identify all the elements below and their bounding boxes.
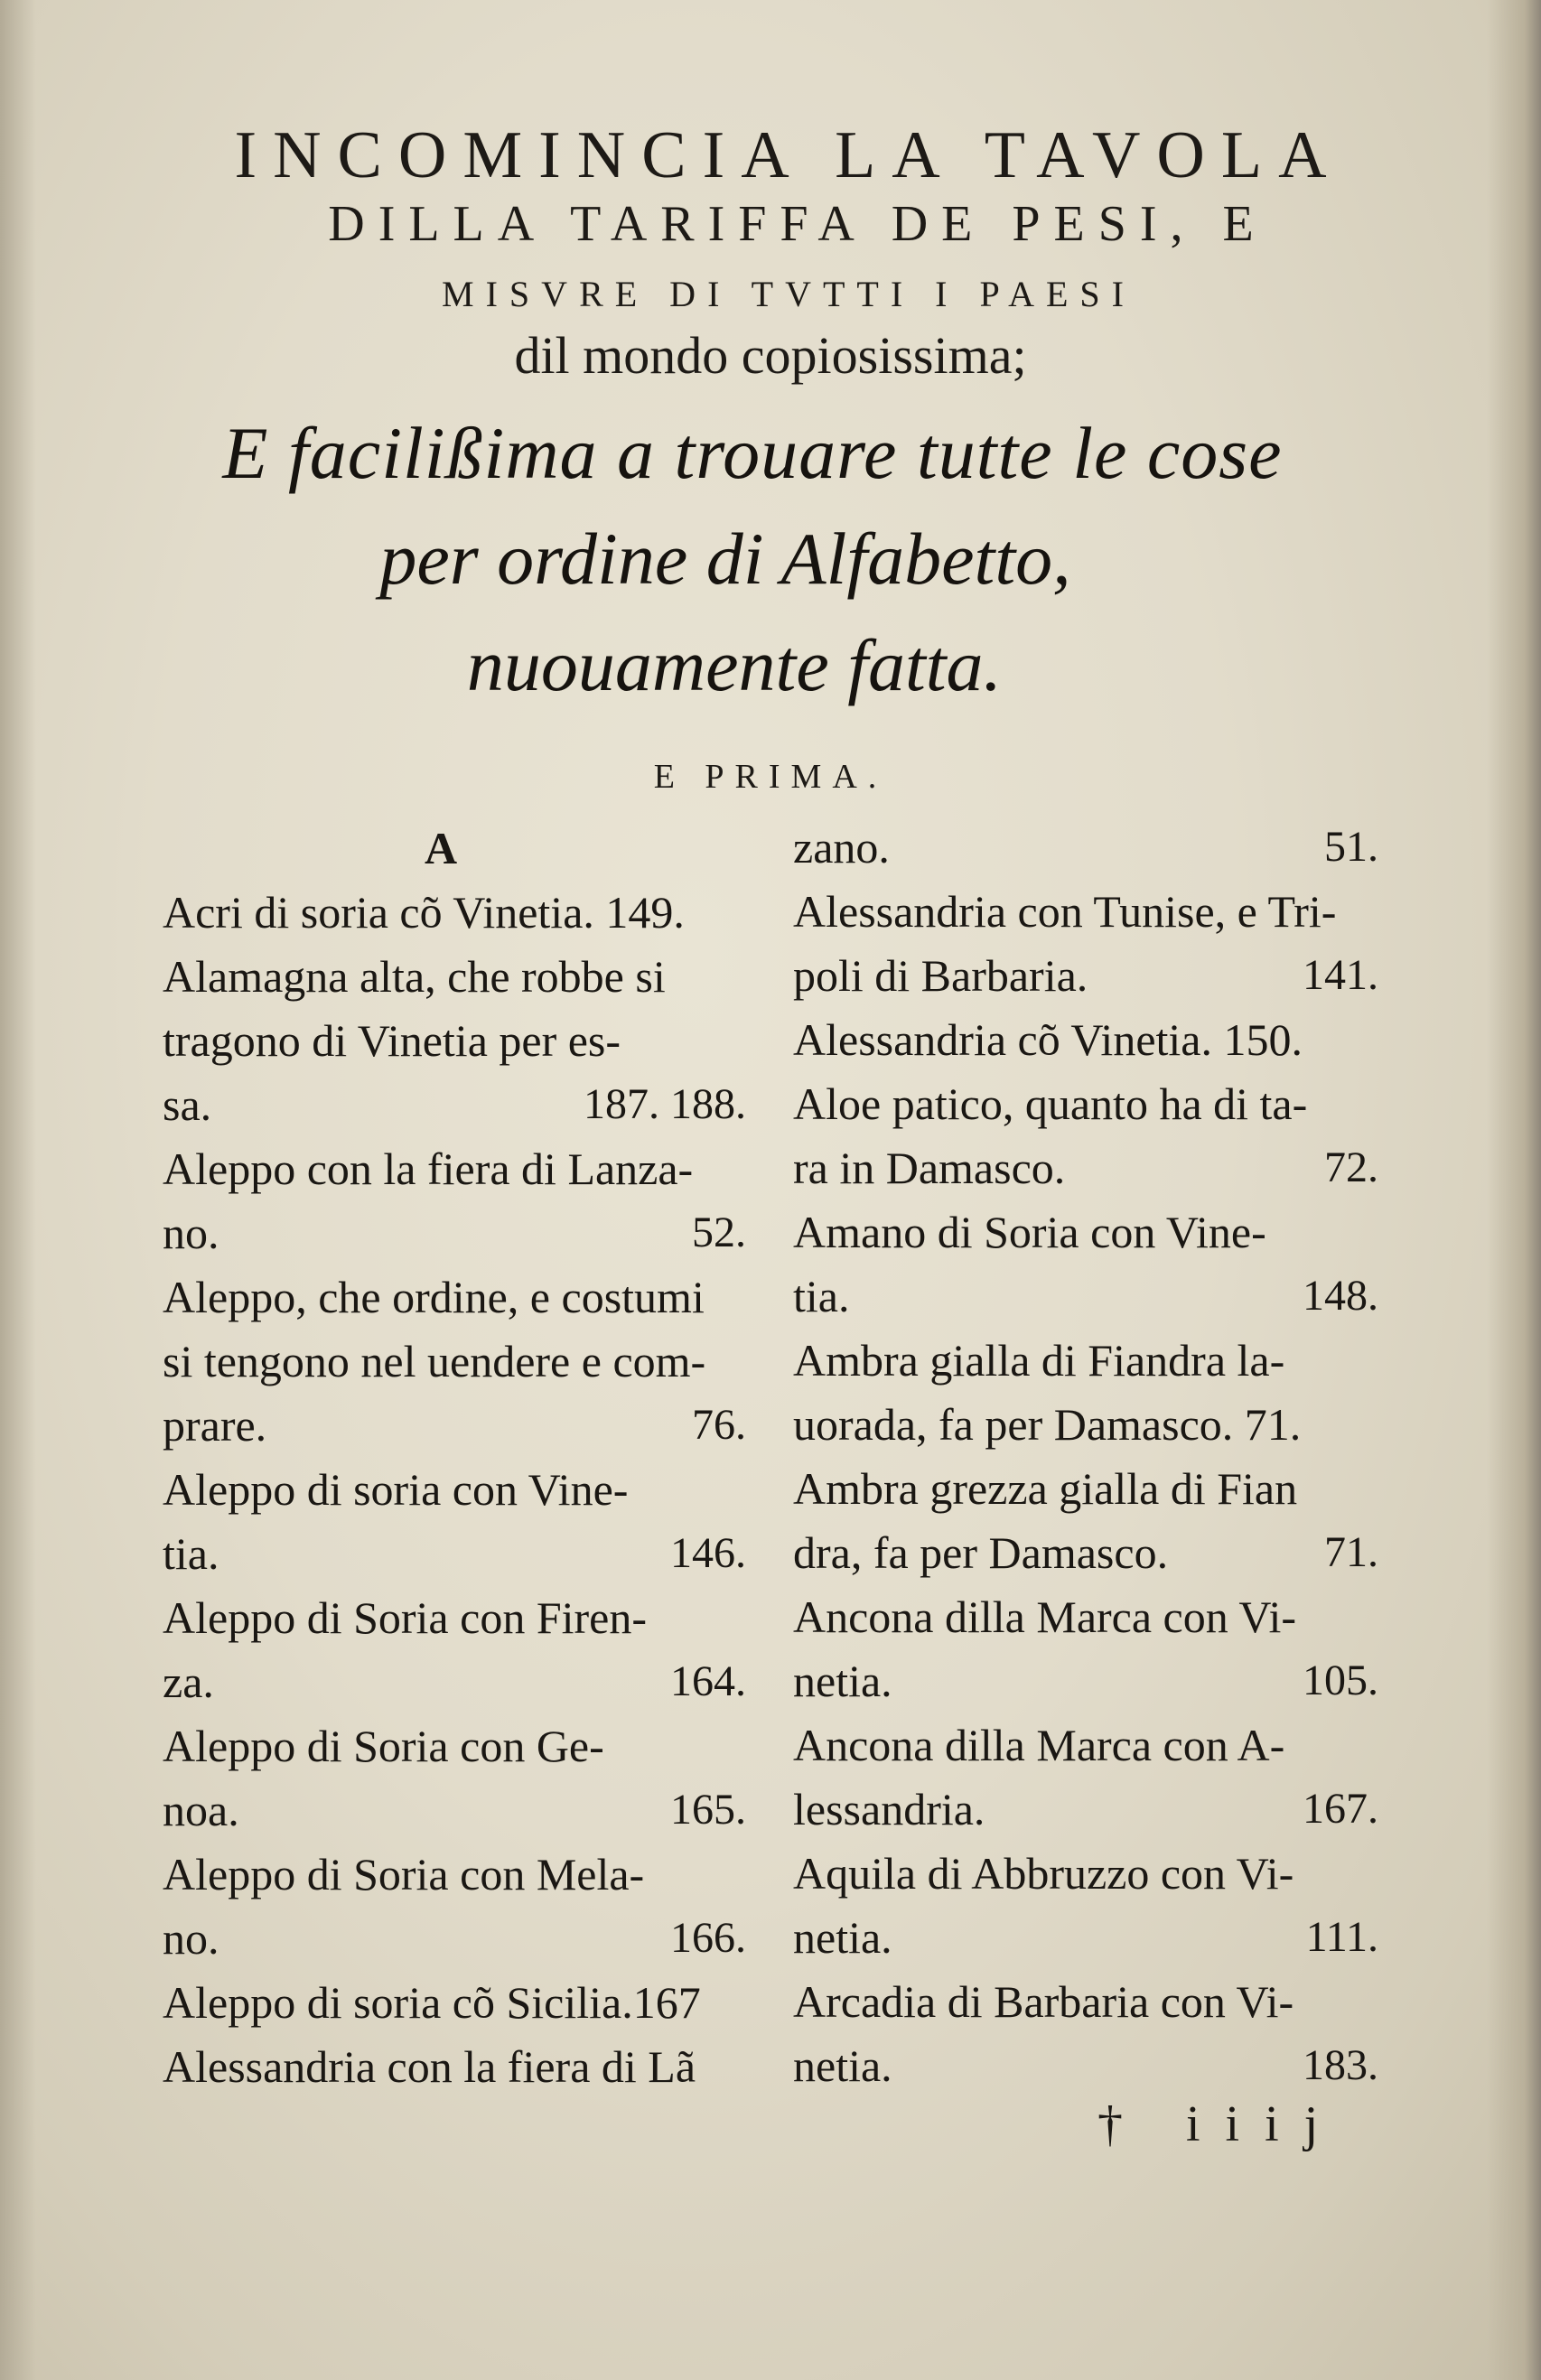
left-page-reference: 52. bbox=[692, 1209, 746, 1256]
left-entry: Alamagna alta, che robbe si bbox=[163, 951, 666, 1002]
right-entry: lessandria. bbox=[793, 1784, 985, 1834]
left-entry: Aleppo di Soria con Mela- bbox=[163, 1849, 645, 1899]
left-page-reference: 76. bbox=[692, 1401, 746, 1449]
right-entry: netia. bbox=[793, 1656, 892, 1706]
left-entry: no. bbox=[163, 1913, 219, 1964]
left-entry: Alessandria con la fiera di Lã bbox=[163, 2041, 696, 2092]
left-page-reference: 166. bbox=[670, 1914, 746, 1962]
right-entry: poli di Barbaria. bbox=[793, 950, 1088, 1001]
left-entry: tragono di Vinetia per es- bbox=[163, 1015, 621, 1066]
left-page-reference: 187. 188. bbox=[584, 1080, 746, 1128]
left-entry: za. bbox=[163, 1657, 214, 1707]
title-line-4: dil mondo copiosissima; bbox=[514, 326, 1027, 385]
left-page-reference: 165. bbox=[670, 1786, 746, 1834]
right-page-reference: 51. bbox=[1324, 823, 1378, 871]
right-entry: netia. bbox=[793, 1912, 892, 1963]
right-page-reference: 167. bbox=[1303, 1785, 1378, 1833]
right-entry: Aquila di Abbruzzo con Vi- bbox=[793, 1848, 1294, 1899]
right-entry: uorada, fa per Damasco. 71. bbox=[793, 1399, 1302, 1450]
right-entry: netia. bbox=[793, 2040, 892, 2091]
section-heading: E PRIMA. bbox=[653, 758, 888, 796]
right-page-reference: 141. bbox=[1303, 951, 1378, 999]
title-line-2: DILLA TARIFFA DE PESI, E bbox=[328, 196, 1267, 252]
letter-heading: A bbox=[425, 823, 458, 873]
right-page-reference: 105. bbox=[1303, 1657, 1378, 1704]
right-page-reference: 148. bbox=[1303, 1272, 1378, 1320]
right-entry: Alessandria cõ Vinetia. 150. bbox=[793, 1014, 1303, 1065]
left-entry: no. bbox=[163, 1208, 219, 1258]
left-entry: si tengono nel uendere e com- bbox=[163, 1336, 706, 1386]
title-line-1: INCOMINCIA LA TAVOLA bbox=[234, 118, 1343, 192]
right-entry: Ambra grezza gialla di Fian bbox=[793, 1463, 1298, 1514]
left-entry: Aleppo di Soria con Ge- bbox=[163, 1721, 604, 1771]
subtitle-line-1: E facilißima a trouare tutte le cose bbox=[222, 412, 1283, 494]
right-entry: Aloe patico, quanto ha di ta- bbox=[793, 1078, 1308, 1129]
left-entry: Aleppo, che ordine, e costumi bbox=[163, 1272, 705, 1322]
signature-mark: † iiij bbox=[1097, 2096, 1344, 2152]
left-entry: Aleppo di soria cõ Sicilia.167 bbox=[163, 1977, 701, 2028]
right-entry: Alessandria con Tunise, e Tri- bbox=[793, 886, 1337, 937]
right-entry: tia. bbox=[793, 1271, 850, 1321]
right-entry: Ambra gialla di Fiandra la- bbox=[793, 1335, 1285, 1386]
right-entry: Ancona dilla Marca con A- bbox=[793, 1720, 1285, 1770]
left-entry: Acri di soria cõ Vinetia. 149. bbox=[163, 887, 685, 938]
right-entry: dra, fa per Damasco. bbox=[793, 1527, 1169, 1578]
right-page-reference: 111. bbox=[1305, 1913, 1378, 1961]
left-entry: Aleppo con la fiera di Lanza- bbox=[163, 1143, 694, 1194]
left-entry: Aleppo di Soria con Firen- bbox=[163, 1592, 648, 1643]
right-page-reference: 71. bbox=[1324, 1528, 1378, 1576]
title-line-3: MISVRE DI TVTTI I PAESI bbox=[442, 274, 1135, 314]
subtitle-line-3: nuouamente fatta. bbox=[466, 624, 1003, 706]
right-page-reference: 183. bbox=[1303, 2041, 1378, 2089]
left-page-reference: 146. bbox=[670, 1529, 746, 1577]
left-entry: tia. bbox=[163, 1528, 219, 1579]
left-entry: sa. bbox=[163, 1079, 212, 1130]
right-page-reference: 72. bbox=[1324, 1143, 1378, 1191]
left-entry: prare. bbox=[163, 1400, 267, 1451]
right-entry: Ancona dilla Marca con Vi- bbox=[793, 1591, 1296, 1642]
right-entry: zano. bbox=[793, 822, 890, 873]
left-entry: Aleppo di soria con Vine- bbox=[163, 1464, 629, 1515]
subtitle-line-2: per ordine di Alfabetto, bbox=[379, 518, 1071, 600]
right-entry: ra in Damasco. bbox=[793, 1143, 1066, 1193]
left-page-reference: 164. bbox=[670, 1657, 746, 1705]
right-entry: Arcadia di Barbaria con Vi- bbox=[793, 1976, 1294, 2027]
right-entry: Amano di Soria con Vine- bbox=[793, 1207, 1266, 1257]
left-entry: noa. bbox=[163, 1785, 239, 1835]
